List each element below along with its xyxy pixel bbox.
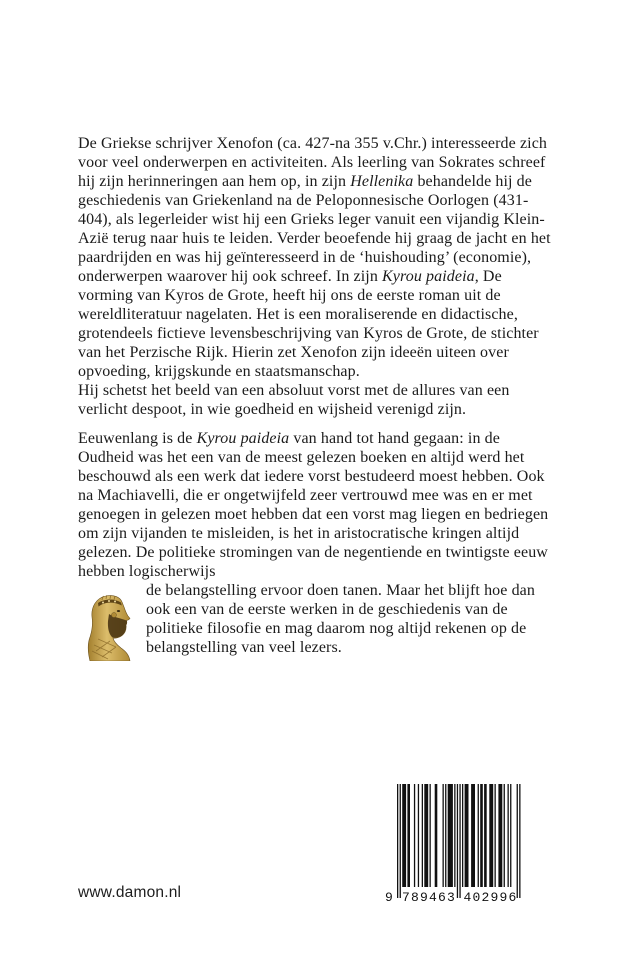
- bust-ear: [112, 613, 117, 618]
- paragraph-kyrou-paideia-legacy-continued: de belangstelling ervoor doen tanen. Maar het blijft hoe dan ook een van de eerste werken in de geschiedenis van de politieke filosofie en mag daarom nog altijd rekenen op de belangstelling van veel lezers.: [146, 582, 535, 656]
- publisher-website: www.damon.nl: [78, 884, 182, 901]
- ean13-barcode: [383, 784, 525, 906]
- paragraph-xenofon-intro: De Griekse schrijver Xenofon (ca. 427-na 355 v.Chr.) interesseerde zich voor veel onderwerpen en activiteiten. Als leerling van Sokrates schreef hij zijn herinneringen aan hem op, in zijn Hellenika behandelde hij de geschiedenis van Griekenland na de Peloponnesische Oorlogen (431-404), als legerleider wist hij een Grieks leger vanuit een vijandig Klein-Azië terug naar huis te leiden. Verder beoefende hij graag de jacht en het paardrijden en was hij geïnteresseerd in de ‘huishouding’ (economie), onderwerpen waarover hij ook schreef. In zijn Kyrou paideia, De vorming van Kyros de Grote, heeft hij ons de eerste roman uit de wereldliteratuur nagelaten. Het is een moraliserende en didactische, grotendeels fictieve levensbeschrijving van Kyros de Grote, de stichter van het Perzische Rijk. Hierin zet Xenofon zijn ideeën uiteen over opvoeding, krijgskunde en staatsmanschap. Hij schetst het beeld van een absoluut vorst met de allures van een verlicht despoot, in wie goedheid en wijsheid verenigd zijn.: [78, 135, 551, 418]
- diadem-jewel: [114, 601, 116, 603]
- bust-eye: [117, 610, 120, 612]
- blurb-text: [78, 134, 552, 661]
- svg-text:402996: 402996: [463, 890, 518, 905]
- paragraph-with-illustration: [78, 581, 552, 657]
- paragraph-kyrou-paideia-legacy: Eeuwenlang is de Kyrou paideia van hand tot hand gegaan: in de Oudheid was het een van de meest gelezen boeken en altijd werd het beschouwd als een werk dat iedere vorst bestudeerd moest hebben. Ook na Machiavelli, die er ongetwijfeld zeer vertrouwd mee was en er met genoegen in gelezen moet hebben dat een vorst mag liegen en bedriegen om zijn vijanden te misleiden, is het in aristocratische kringen altijd gelezen. De politieke stromingen van de negentiende en twintigste eeuw hebben logischerwijs: [78, 430, 549, 580]
- diadem-jewel: [108, 600, 110, 602]
- diadem-jewel: [102, 602, 104, 604]
- svg-text:9: 9: [385, 890, 395, 905]
- isbn-barcode: [383, 784, 525, 906]
- svg-text:789463: 789463: [402, 890, 457, 905]
- golden-bust-illustration: [78, 587, 140, 661]
